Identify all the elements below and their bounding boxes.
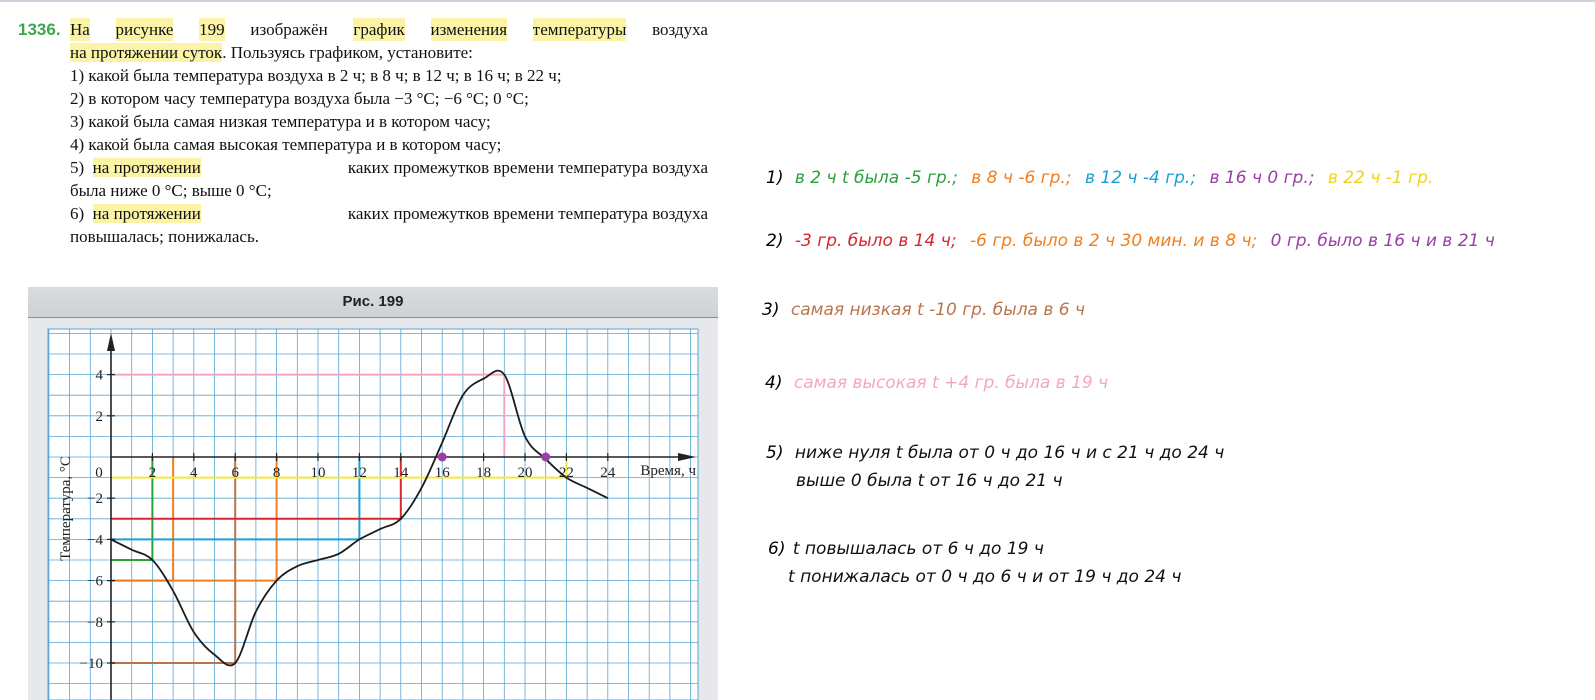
answer-part: в 16 ч 0 гр.; <box>1209 168 1315 188</box>
x-tick-label: 22 <box>558 465 574 481</box>
zero-point-marker <box>438 453 447 462</box>
phrase: . Пользуясь графиком, установите: <box>222 43 473 62</box>
answer-part: в 12 ч -4 гр.; <box>1084 168 1197 188</box>
answer-6-line-2 <box>788 567 1181 587</box>
temperature-chart <box>28 287 718 700</box>
x-tick-label: 14 <box>393 465 409 481</box>
phrase: каких промежутков времени температура воздуха <box>347 204 708 223</box>
phrase: каких промежутков времени температура воздуха <box>347 158 708 177</box>
task-question-4: 4) какой была самая высокая температура и в котором часу; <box>70 135 502 154</box>
x-tick-label: 18 <box>476 465 492 481</box>
item-number: 6) <box>70 204 85 223</box>
answer-number: 1) <box>766 168 784 188</box>
x-axis-label: Время, ч <box>640 463 696 479</box>
y-tick-label: −6 <box>87 573 103 590</box>
task-question-5 <box>70 156 708 179</box>
answer-part: -3 гр. было в 14 ч; <box>794 231 957 251</box>
top-border <box>0 0 1595 2</box>
y-axis-label: Температура, °С <box>58 456 74 561</box>
word: 199 <box>199 20 225 39</box>
word: рисунке <box>115 20 174 39</box>
x-tick-label: 8 <box>272 465 281 481</box>
zero-point-marker <box>541 453 550 462</box>
answer-4 <box>765 373 1108 393</box>
answer-text: самая низкая t -10 гр. была в 6 ч <box>790 300 1086 320</box>
x-tick-label: 0 <box>95 465 103 481</box>
y-tick-label: −8 <box>87 614 103 631</box>
answer-number: 3) <box>762 300 780 320</box>
word: изображён <box>250 20 328 39</box>
figure-caption: Рис. 199 <box>28 287 718 318</box>
word: температуры <box>532 20 627 39</box>
figure-199 <box>28 287 718 700</box>
problem-number: 1336. <box>18 20 61 39</box>
answer-line: t понижалась от 0 ч до 6 ч и от 19 ч до 24 ч <box>788 567 1182 587</box>
answer-number: 2) <box>766 231 784 251</box>
x-tick-label: 10 <box>310 465 326 481</box>
task-question-1: 1) какой была температура воздуха в 2 ч; в 8 ч; в 12 ч; в 16 ч; в 22 ч; <box>70 66 562 85</box>
answer-part: в 22 ч -1 гр. <box>1327 168 1434 188</box>
answer-3 <box>762 300 1085 320</box>
highlighted-phrase: на протяжении <box>92 204 201 223</box>
y-tick-label: −2 <box>87 491 103 508</box>
answer-5 <box>766 443 1224 463</box>
answer-number: 4) <box>765 373 783 393</box>
answer-1 <box>766 168 1441 188</box>
answer-part: в 2 ч t была -5 гр.; <box>794 168 958 188</box>
answer-number: 6) <box>768 539 786 559</box>
answer-part: -6 гр. было в 2 ч 30 мин. и в 8 ч; <box>969 231 1258 251</box>
x-tick-label: 6 <box>231 465 239 481</box>
task-question-5-cont: была ниже 0 °С; выше 0 °С; <box>70 181 272 200</box>
task-question-3: 3) какой была самая низкая температура и в котором часу; <box>70 112 491 131</box>
word: изменения <box>430 20 508 39</box>
x-tick-label: 12 <box>351 465 367 481</box>
x-tick-label: 2 <box>148 465 157 481</box>
task-question-2: 2) в котором часу температура воздуха была −3 °С; −6 °С; 0 °С; <box>70 89 529 108</box>
highlighted-phrase: на протяжении <box>92 158 201 177</box>
x-tick-label: 4 <box>190 465 198 481</box>
x-tick-label: 16 <box>434 465 450 481</box>
item-number: 5) <box>70 158 85 177</box>
task-line-2 <box>70 41 473 64</box>
answer-part: в 8 ч -6 гр.; <box>971 168 1072 188</box>
answer-line: ниже нуля t была от 0 ч до 16 ч и с 21 ч до 24 ч <box>794 443 1225 463</box>
answer-5-line-2 <box>796 471 1063 491</box>
plot-background <box>48 329 698 700</box>
task-question-6 <box>70 202 708 225</box>
answer-text: самая высокая t +4 гр. была в 19 ч <box>793 373 1109 393</box>
x-tick-label: 24 <box>600 465 616 481</box>
answer-line: t повышалась от 6 ч до 19 ч <box>792 539 1044 559</box>
y-tick-label: 2 <box>95 408 103 425</box>
task-line-1 <box>70 18 708 41</box>
answer-2 <box>766 231 1503 251</box>
answer-line: выше 0 была t от 16 ч до 21 ч <box>796 471 1063 491</box>
word: воздуха <box>652 20 708 39</box>
task-question-6-cont: повышалась; понижалась. <box>70 227 259 246</box>
answer-part: 0 гр. было в 16 ч и в 21 ч <box>1270 231 1495 251</box>
answer-number: 5) <box>766 443 784 463</box>
x-tick-label: 20 <box>517 465 533 481</box>
y-tick-label: −10 <box>79 656 103 672</box>
highlighted-phrase: на протяжении суток <box>70 43 223 62</box>
y-tick-label: −4 <box>87 532 103 549</box>
word: На <box>70 20 90 39</box>
answer-6 <box>768 539 1044 559</box>
word: график <box>353 20 405 39</box>
y-tick-label: 4 <box>95 367 103 384</box>
